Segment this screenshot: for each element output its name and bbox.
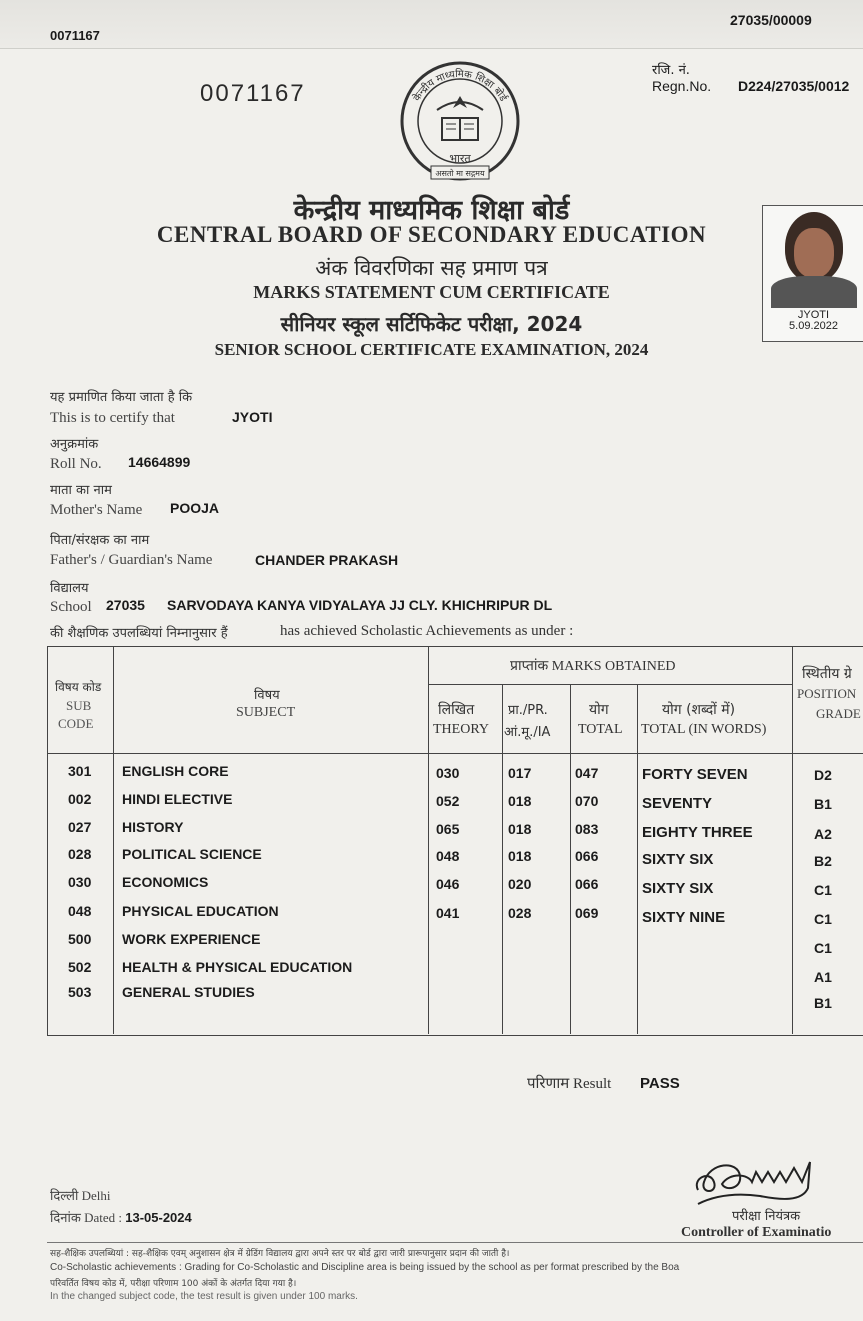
exam-title-hindi: सीनियर स्कूल सर्टिफिकेट परीक्षा, 2024 <box>280 312 583 336</box>
strip-right-number: 27035/00009 <box>730 12 812 28</box>
header-code-hindi: विषय कोड <box>55 680 102 694</box>
achieve-label: has achieved Scholastic Achievements as under : <box>280 623 574 639</box>
result-label-hindi: परिणाम <box>527 1074 570 1092</box>
father-name: CHANDER PRAKASH <box>255 552 399 568</box>
header-words-hindi: योग (शब्दों में) <box>662 702 736 718</box>
header-subject: SUBJECT <box>236 705 296 720</box>
father-label: Father's / Guardian's Name <box>50 552 213 568</box>
student-name: JYOTI <box>232 409 273 425</box>
cell-theory: 065 <box>436 821 460 837</box>
footnote-1: Co-Scholastic achievements : Grading for Co-Scholastic and Discipline area is being issued by the school as per format prescribed by the Boa <box>50 1262 680 1273</box>
place-hindi: दिल्ली <box>50 1189 79 1204</box>
cell-grade: C1 <box>814 940 832 956</box>
footnote-2: In the changed subject code, the test result is given under 100 marks. <box>50 1291 358 1302</box>
mother-label-hindi: माता का नाम <box>50 483 112 498</box>
regn-number: D224/27035/0012 <box>738 78 850 94</box>
footnote-2-hindi: परिवर्तित विषय कोड में, परीक्षा परिणाम 100 अंकों के अंतर्गत दिया गया है। <box>50 1279 297 1289</box>
cell-grade: C1 <box>814 882 832 898</box>
school-label-hindi: विद्यालय <box>50 581 89 596</box>
cell-pr: 018 <box>508 848 532 864</box>
cell-code: 027 <box>68 819 92 835</box>
cell-code: 500 <box>68 931 92 947</box>
cell-total: 047 <box>575 765 599 781</box>
exam-title: SENIOR SCHOOL CERTIFICATE EXAMINATION, 2024 <box>214 340 649 359</box>
header-total: TOTAL <box>578 722 623 737</box>
school-name: SARVODAYA KANYA VIDYALAYA JJ CLY. KHICHRIPUR DL <box>167 597 553 613</box>
header-position-hindi: स्थितीय ग्रे <box>802 666 852 682</box>
school-code: 27035 <box>106 597 145 613</box>
cell-subject: ENGLISH CORE <box>122 763 229 779</box>
cell-code: 028 <box>68 846 92 862</box>
date-label: Dated : <box>84 1210 122 1225</box>
cell-subject: POLITICAL SCIENCE <box>122 846 262 862</box>
cell-theory: 048 <box>436 848 460 864</box>
cell-grade: B1 <box>814 995 832 1011</box>
cell-code: 301 <box>68 763 92 779</box>
cell-code: 048 <box>68 903 92 919</box>
cell-pr: 028 <box>508 905 532 921</box>
cell-grade: C1 <box>814 911 832 927</box>
mother-label: Mother's Name <box>50 502 143 518</box>
header-words: TOTAL (IN WORDS) <box>641 722 767 737</box>
seal-bottom-text: भारत <box>449 152 471 165</box>
cell-grade: A2 <box>814 826 832 842</box>
controller-signature <box>690 1148 840 1208</box>
doc-title: MARKS STATEMENT CUM CERTIFICATE <box>253 282 610 302</box>
board-title-hindi: केन्द्रीय माध्यमिक शिक्षा बोर्ड <box>293 195 570 226</box>
cell-grade: B2 <box>814 853 832 869</box>
seal-motto: असतो मा सद्गमय <box>435 169 485 178</box>
cell-subject: WORK EXPERIENCE <box>122 931 261 947</box>
cell-theory: 041 <box>436 905 460 921</box>
header-total-hindi: योग <box>589 702 609 718</box>
cell-words: SIXTY NINE <box>642 909 726 926</box>
certify-label-hindi: यह प्रमाणित किया जाता है कि <box>50 390 193 405</box>
cbse-seal-icon <box>397 58 523 184</box>
student-photo <box>762 205 863 342</box>
cell-grade: D2 <box>814 767 832 783</box>
cell-grade: B1 <box>814 796 832 812</box>
cell-pr: 018 <box>508 793 532 809</box>
cell-pr: 020 <box>508 876 532 892</box>
header-subject-hindi: विषय <box>254 688 280 703</box>
cell-code: 503 <box>68 984 92 1000</box>
cell-pr: 018 <box>508 821 532 837</box>
photo-caption-name: JYOTI <box>797 309 830 321</box>
cell-subject: HEALTH & PHYSICAL EDUCATION <box>122 959 353 975</box>
cell-theory: 030 <box>436 765 460 781</box>
header-pr: प्रा./PR. <box>508 703 548 718</box>
cell-theory: 046 <box>436 876 460 892</box>
cell-code: 030 <box>68 874 92 890</box>
result-value: PASS <box>640 1075 680 1092</box>
cell-code: 002 <box>68 791 92 807</box>
date-label-hindi: दिनांक <box>50 1211 81 1226</box>
cell-subject: PHYSICAL EDUCATION <box>122 903 279 919</box>
cell-grade: A1 <box>814 969 832 985</box>
cell-total: 066 <box>575 876 599 892</box>
board-title: CENTRAL BOARD OF SECONDARY EDUCATION <box>156 222 707 247</box>
header-grade: GRADE <box>816 706 861 721</box>
roll-number: 14664899 <box>128 454 191 470</box>
cell-words: FORTY SEVEN <box>642 766 748 783</box>
cell-words: EIGHTY THREE <box>642 824 753 841</box>
cell-pr: 017 <box>508 765 532 781</box>
header-marks: MARKS OBTAINED <box>551 659 676 674</box>
header-ia: आं.मू./IA <box>504 725 551 740</box>
place: Delhi <box>81 1188 111 1203</box>
cell-subject: ECONOMICS <box>122 874 209 890</box>
achieve-label-hindi: की शैक्षणिक उपलब्धियां निम्नानुसार हैं <box>50 626 228 641</box>
cell-words: SIXTY SIX <box>642 851 714 868</box>
mother-name: POOJA <box>170 500 220 516</box>
regn-label-hindi: रजि. नं. <box>652 63 690 78</box>
header-position: POSITION <box>797 686 857 701</box>
father-label-hindi: पिता/संरक्षक का नाम <box>50 533 150 548</box>
cell-total: 069 <box>575 905 599 921</box>
cell-total: 070 <box>575 793 599 809</box>
controller-label-hindi: परीक्षा नियंत्रक <box>732 1209 801 1224</box>
header-marks-hindi: प्राप्तांक <box>510 658 549 674</box>
cell-subject: HINDI ELECTIVE <box>122 791 233 807</box>
serial-number: 0071167 <box>200 80 306 107</box>
photo-caption-date: 5.09.2022 <box>789 320 838 332</box>
footnote-1-hindi: सह-शैक्षिक उपलब्धियां : सह-शैक्षिक एवम् अनुशासन क्षेत्र में ग्रेडिंग विद्यालय द्वारा अपने स्तर पर बोर्ड द्वारा जारी प्रारूपानुसार प्रदान की जाती है। <box>50 1249 510 1259</box>
cell-total: 066 <box>575 848 599 864</box>
header-code-sub: SUB <box>66 698 92 713</box>
cell-words: SIXTY SIX <box>642 880 714 897</box>
result-label: Result <box>573 1076 612 1092</box>
cell-subject: HISTORY <box>122 819 184 835</box>
roll-label-hindi: अनुक्रमांक <box>50 437 99 452</box>
header-theory: THEORY <box>433 722 489 737</box>
header-theory-hindi: लिखित <box>438 702 475 718</box>
doc-title-hindi: अंक विवरणिका सह प्रमाण पत्र <box>315 256 548 280</box>
roll-label: Roll No. <box>50 456 102 472</box>
seal-top-text: केन्द्रीय माध्यमिक शिक्षा बोर्ड <box>411 68 509 104</box>
cell-words: SEVENTY <box>642 795 713 812</box>
cell-subject: GENERAL STUDIES <box>122 984 255 1000</box>
header-code: CODE <box>58 716 94 731</box>
certify-label: This is to certify that <box>50 410 175 426</box>
strip-left-number: 0071167 <box>50 28 100 43</box>
controller-label: Controller of Examinatio <box>681 1225 832 1240</box>
school-label: School <box>50 599 92 615</box>
cell-total: 083 <box>575 821 599 837</box>
issue-date: 13-05-2024 <box>125 1210 192 1225</box>
cell-code: 502 <box>68 959 92 975</box>
cell-theory: 052 <box>436 793 460 809</box>
regn-label: Regn.No. <box>652 78 712 94</box>
